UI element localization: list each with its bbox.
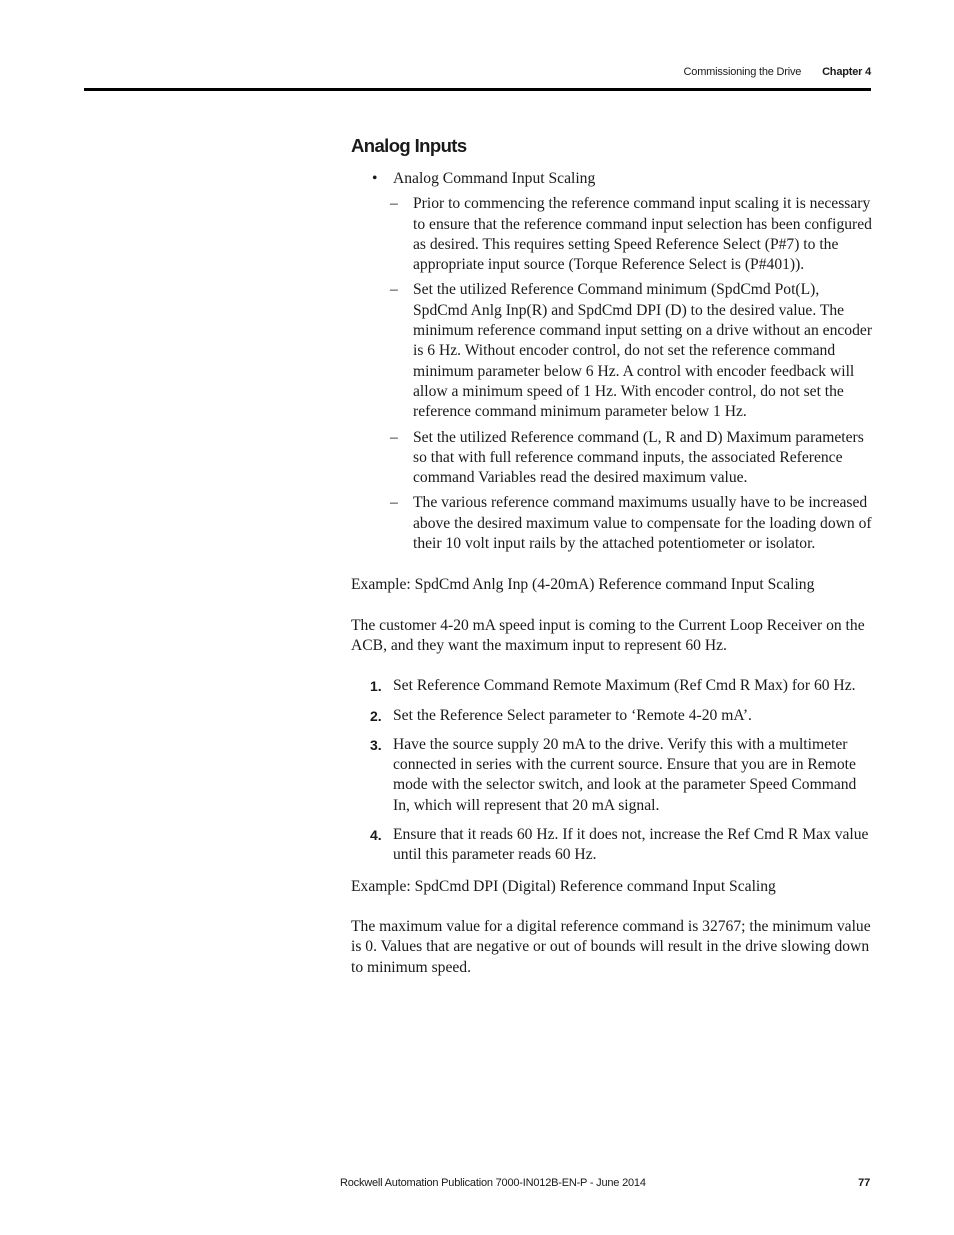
step-item — [351, 735, 875, 816]
step-number: 3. — [370, 736, 382, 753]
dash-mark: – — [390, 494, 398, 512]
dash-item-text: The various reference command maximums usually have to be increased above the desired maximum value to compensate for the loading down of their 10 volt input rails by the attached potentiometer or isolator. — [413, 494, 872, 553]
step-item — [351, 706, 875, 726]
footer-publication: Rockwell Automation Publication 7000-IN012B-EN-P - June 2014 — [340, 1177, 646, 1189]
page-content — [351, 133, 875, 978]
dash-mark: – — [390, 281, 398, 299]
step-number: 4. — [370, 827, 382, 844]
dash-mark: – — [390, 428, 398, 446]
step-item — [351, 676, 875, 696]
header-rule — [84, 88, 871, 91]
section-title: Analog Inputs — [351, 135, 467, 156]
bullet-mark: • — [372, 170, 378, 187]
step-number: 2. — [370, 707, 382, 724]
step-number: 1. — [370, 678, 382, 695]
dash-item-text: Set the utilized Reference command (L, R and D) Maximum parameters so that with full reference command inputs, the associated Reference command Variables read the desired maximum value. — [413, 428, 864, 487]
bullet-text: Analog Command Input Scaling — [393, 170, 596, 187]
dash-list — [390, 194, 875, 554]
running-header — [684, 66, 871, 78]
paragraph-current-loop: The customer 4-20 mA speed input is coming to the Current Loop Receiver on the ACB, and they want the maximum input to represent 60 Hz. — [351, 616, 865, 654]
example-heading-digital: Example: SpdCmd DPI (Digital) Reference command Input Scaling — [351, 877, 776, 895]
dash-item-text: Set the utilized Reference Command minimum (SpdCmd Pot(L), SpdCmd Anlg Inp(R) and SpdCmd DPI (D) to the desired value. The minimum reference command input setting on a drive without an encoder is 6 Hz. Without encoder control, do not set the reference command minimum parameter below 6 Hz. A control with encoder feedback will allow a minimum speed of 1 Hz. With encoder control, do not set the reference command minimum parameter below 1 Hz. — [413, 281, 873, 421]
dash-item-text: Prior to commencing the reference command input scaling it is necessary to ensure that the reference command input selection has been configured as desired. This requires setting Speed Reference Select (P#7) to the appropriate input source (Torque Reference Select is (P#401)). — [413, 195, 872, 274]
step-item — [351, 825, 875, 866]
step-text: Ensure that it reads 60 Hz. If it does not, increase the Ref Cmd R Max value until this parameter reads 60 Hz. — [393, 826, 869, 864]
header-section: Commissioning the Drive — [683, 66, 802, 78]
paragraph-digital: The maximum value for a digital reference command is 32767; the minimum value is 0. Values that are negative or out of bounds will result in the drive slowing down to minimum speed. — [351, 917, 871, 976]
step-text: Set Reference Command Remote Maximum (Ref Cmd R Max) for 60 Hz. — [393, 677, 856, 695]
steps-list — [351, 676, 875, 865]
step-text: Set the Reference Select parameter to ‘Remote 4-20 mA’. — [393, 706, 752, 724]
page-number: 77 — [858, 1177, 870, 1189]
header-chapter: Chapter 4 — [822, 66, 871, 78]
bullet-item — [351, 169, 875, 554]
step-text: Have the source supply 20 mA to the drive. Verify this with a multimeter connected in series with the current source. Ensure that you are in Remote mode with the selector switch, and look at the parameter Speed Command In, which will represent that 20 mA signal. — [393, 735, 857, 814]
dash-mark: – — [390, 195, 398, 213]
dash-item — [351, 194, 875, 275]
dash-item — [351, 280, 875, 422]
dash-item — [351, 428, 875, 489]
dash-item — [351, 493, 875, 554]
example-heading-analog: Example: SpdCmd Anlg Inp (4-20mA) Reference command Input Scaling — [351, 576, 815, 594]
